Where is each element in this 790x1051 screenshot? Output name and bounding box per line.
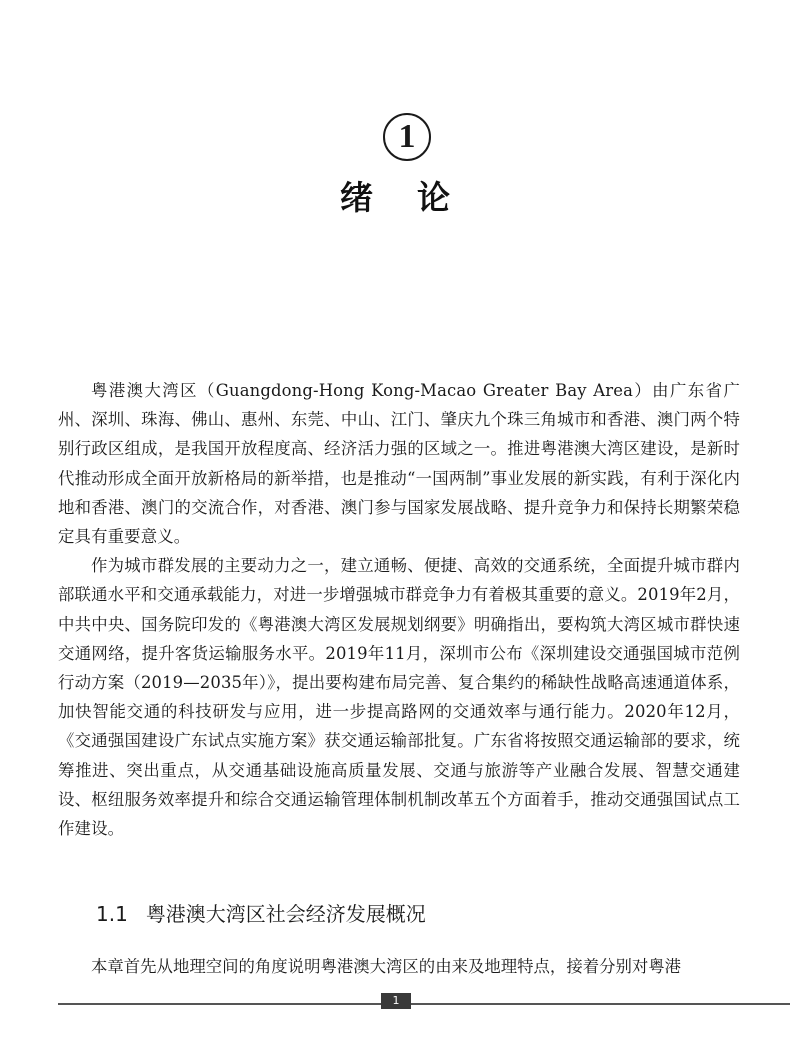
chapter-number-badge xyxy=(383,113,431,161)
paragraph: 粤港澳大湾区（Guangdong-Hong Kong-Macao Greater Bay Area）由广东省广州、深圳、珠海、佛山、惠州、东莞、中山、江门、肇庆九个珠三角城市和香港、澳门两个特别行政区组成，是我国开放程度高、经济活力强的区域之一。推进粤港澳大湾区建设，是新时代推动形成全面开放新格局的新举措，也是推动“一国两制”事业发展的新实践，有利于深化内地和香港、澳门的交流合作，对香港、澳门参与国家发展战略、提升竞争力和保持长期繁荣稳定具有重要意义。 xyxy=(58,381,740,547)
chapter-title: 绪论 xyxy=(340,178,494,217)
section-number: 1.1 xyxy=(96,902,128,926)
section-heading xyxy=(96,898,426,927)
section-title: 粤港澳大湾区社会经济发展概况 xyxy=(145,902,426,926)
page-number: 1 xyxy=(381,993,411,1009)
footer-rule xyxy=(58,1003,790,1005)
body-text xyxy=(58,376,740,843)
paragraph: 作为城市群发展的主要动力之一，建立通畅、便捷、高效的交通系统，全面提升城市群内部联通水平和交通承载能力，对进一步增强城市群竞争力有着极其重要的意义。2019年2月，中共中央、国务院印发的《粤港澳大湾区发展规划纲要》明确指出，要构筑大湾区城市群快速交通网络，提升客货运输服务水平。2019年11月，深圳市公布《深圳建设交通强国城市范例行动方案（2019—2035年）》，提出要构建布局完善、复合集约的稀缺性战略高速通道体系，加快智能交通的科技研发与应用，进一步提高路网的交通效率与通行能力。2020年12月，《交通强国建设广东试点实施方案》获交通运输部批复。广东省将按照交通运输部的要求，统筹推进、突出重点，从交通基础设施高质量发展、交通与旅游等产业融合发展、智慧交通建设、枢纽服务效率提升和综合交通运输管理体制机制改革五个方面着手，推动交通强国试点工作建设。 xyxy=(58,556,740,839)
paragraph: 本章首先从地理空间的角度说明粤港澳大湾区的由来及地理特点，接着分别对粤港 xyxy=(91,957,682,976)
chapter-number: 1 xyxy=(398,118,416,155)
